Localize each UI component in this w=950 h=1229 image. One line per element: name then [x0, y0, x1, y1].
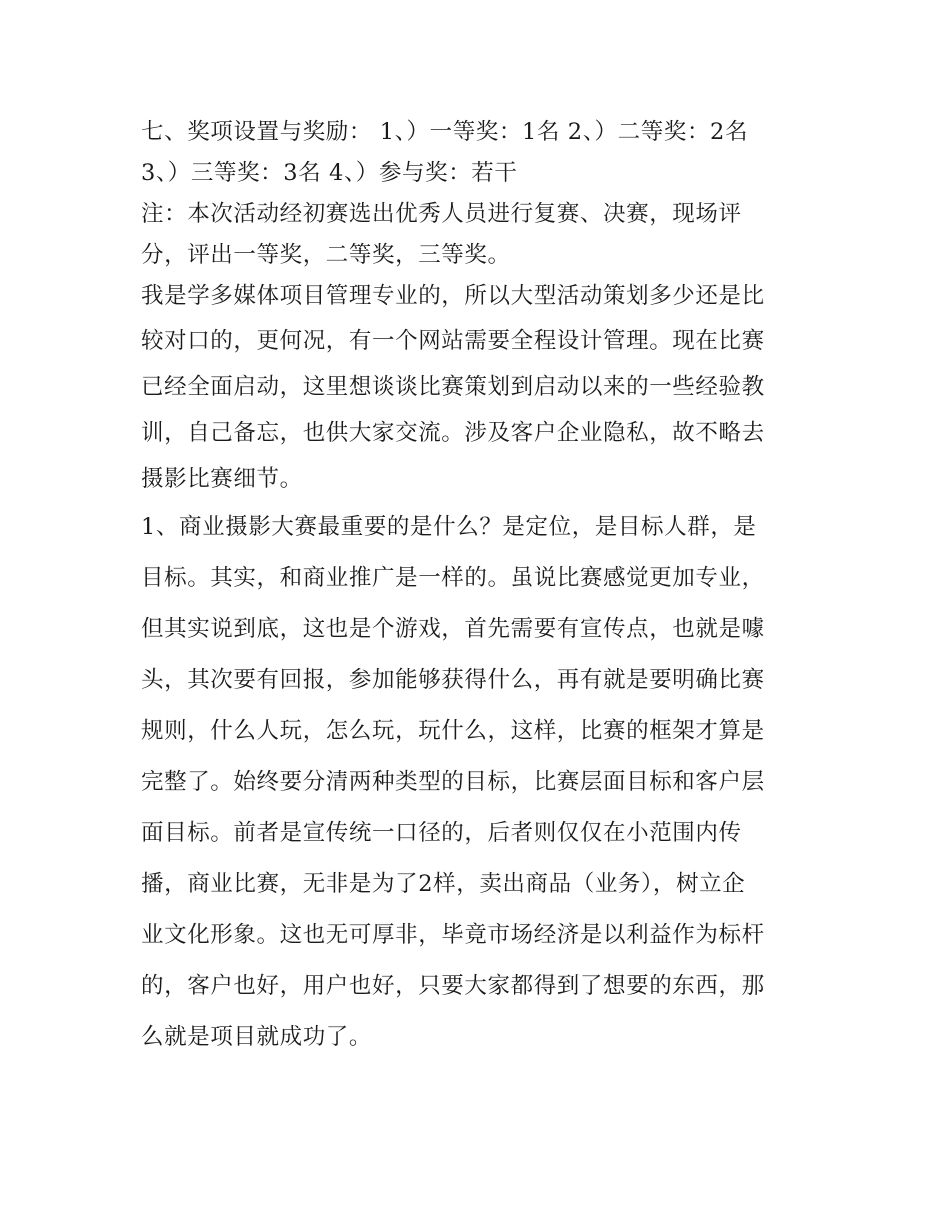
note-line-1: 注：本次活动经初赛选出优秀人员进行复赛、决赛，现场评	[141, 201, 742, 227]
point1-line-10: 的，客户也好，用户也好，只要大家都得到了想要的东西，那	[141, 973, 765, 999]
point1-line-7: 面目标。前者是宣传统一口径的，后者则仅仅在小范围内传	[141, 820, 742, 846]
point1-line-5: 规则，什么人玩，怎么玩，玩什么，这样，比赛的框架才算是	[141, 718, 765, 744]
point1-line-2: 目标。其实，和商业推广是一样的。虽说比赛感觉更加专业，	[141, 565, 765, 591]
note-line-2: 分，评出一等奖，二等奖，三等奖。	[141, 242, 511, 268]
awards-line-2: 3、）三等奖：3名 4、）参与奖：若干	[141, 160, 518, 186]
point1-line-3: 但其实说到底，这也是个游戏，首先需要有宣传点，也就是噱	[141, 616, 765, 642]
intro-line-4: 训，自己备忘，也供大家交流。涉及客户企业隐私，故不略去	[141, 420, 765, 446]
intro-line-3: 已经全面启动，这里想谈谈比赛策划到启动以来的一些经验教	[141, 374, 765, 400]
awards-line-1: 七、奖项设置与奖励： 1、）一等奖：1名 2、）二等奖：2名	[141, 119, 749, 145]
point1-line-1: 1、商业摄影大赛最重要的是什么？是定位，是目标人群，是	[141, 514, 757, 540]
point1-line-8: 播，商业比赛，无非是为了2样，卖出商品（业务），树立企	[141, 871, 746, 897]
point1-line-11: 么就是项目就成功了。	[141, 1024, 373, 1050]
point1-line-4: 头，其次要有回报，参加能够获得什么，再有就是要明确比赛	[141, 667, 765, 693]
point1-line-6: 完整了。始终要分清两种类型的目标，比赛层面目标和客户层	[141, 769, 765, 795]
intro-line-5: 摄影比赛细节。	[141, 466, 303, 492]
document-body	[141, 110, 811, 1063]
point1-line-9: 业文化形象。这也无可厚非，毕竟市场经济是以利益作为标杆	[141, 922, 765, 948]
intro-line-2: 较对口的，更何况，有一个网站需要全程设计管理。现在比赛	[141, 328, 765, 354]
intro-line-1: 我是学多媒体项目管理专业的，所以大型活动策划多少还是比	[141, 283, 765, 309]
